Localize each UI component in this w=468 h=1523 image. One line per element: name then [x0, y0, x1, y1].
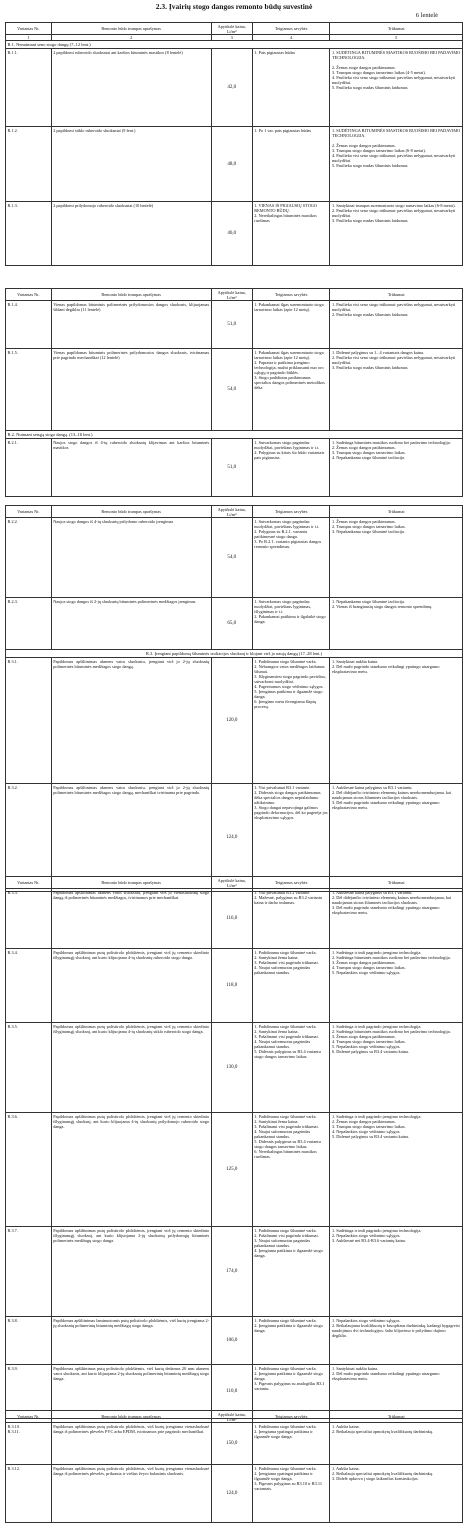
header-row: [6, 877, 463, 889]
advantages-cell: 1. Padidinama stogo šiluminė varža. 2. Įrengiama patikima ir ilgaamžė stogo danga.: [252, 1317, 330, 1365]
advantages-cell: 1. Visi privalumai R3.2 variante. 2. Mažesnė, palyginus su R3.2 variantu kaina ir darbo imlumas.: [252, 889, 330, 949]
table-row: [6, 889, 463, 949]
price-cell: 51,0: [211, 439, 252, 497]
variant-cell: R.1.3.: [6, 202, 52, 266]
header-dis: Trūkumai: [330, 877, 463, 889]
header-desc: Remonto būdo trumpas aprašymas: [51, 23, 211, 35]
header-desc: Remonto būdo trumpas aprašymas: [51, 1411, 211, 1423]
disadvantages-cell: 1. Santykinai trumpas suremontuoto stogo tarnavimo laikas (6-8 metai). 2. Pasilieka visi seno stogo trūkumai: paviršius nelygumai, nesutvarkyti nuolydžiai. 3. Pasilieka stogo mažas šiluminis laidumas.: [330, 202, 463, 266]
description-cell: Papildomas apšiltinimas putų polistirolo plokštėmis, įrengiant virš jų cemento skiedinio išlyginamąjį sluoksnį, ant kurio klijuojama 2-jų sluoksnių prilydomųjų bituminės polimerinės medžiagų stogo danga.: [51, 1227, 211, 1317]
header-desc: Remonto būdo trumpas aprašymas: [51, 877, 211, 889]
header-row: [6, 289, 463, 301]
price-cell: 54,0: [211, 518, 252, 598]
remont-table: [5, 1410, 463, 1523]
advantages-cell: 1. Pats pigiausias būdas: [252, 49, 330, 127]
price-cell: 46,0: [211, 202, 252, 266]
header-price: Apytikslė kaina, Lt/m²: [211, 1411, 252, 1423]
price-cell: 124,0: [211, 1465, 252, 1523]
advantages-cell: 1. Sutvarkomas stogo pagrindas: nuolydžiai, paviršiaus lyginimas ir t.t. 2. Palyginus su kitais šio būdo variantais pats pigiausias.: [252, 439, 330, 497]
advantages-cell: 1. Padidinama stogo šiluminė varža. 2. Įrengiama patikima ir ilgaamžė stogo danga. 3. Pigesnis palyginus su analogišku R3.1 variantu.: [252, 1365, 330, 1419]
header-price: Apytikslė kaina, Lt/m²: [211, 877, 252, 889]
variant-cell: R.2.1.: [6, 439, 52, 497]
variant-cell: R.3.1.: [6, 658, 52, 784]
table-row: [6, 1317, 463, 1365]
price-cell: 150,0: [211, 1423, 252, 1465]
header-row: [6, 23, 463, 35]
variant-cell: R.3.12.: [6, 1465, 52, 1523]
disadvantages-cell: 1. Pasilieka visi seno stogo trūkumai: paviršius nelygumai, nesutvarkyti nuolydžiai. 2. Pasilieka stogo mažas šiluminis laidumas.: [330, 301, 463, 349]
header-desc: Remonto būdo trumpas aprašymas: [51, 289, 211, 301]
variant-cell: R.3.5.: [6, 1023, 52, 1113]
disadvantages-cell: 1. Santykinai aukšta kaina. 2. Dėl mažo pagrindo standumo reikalingi ypatingo atsargumo eksploatavimo metu.: [330, 1365, 463, 1419]
description-cell: Papildomas apšiltinimas putų polistirolo plokštėmis, virš kurių įrengiama vienasluoksnė danga iš polimerinės plėvelės, prikrauta ir virštus žvyro balastinis sluoksnis.: [51, 1465, 211, 1523]
variant-cell: R.3.9.: [6, 1365, 52, 1419]
price-cell: 65,0: [211, 598, 252, 650]
header-price: Apytikslė kaina, Lt/m²: [211, 506, 252, 518]
variant-cell: R.2.2.: [6, 518, 52, 598]
variant-cell: R.3.7.: [6, 1227, 52, 1317]
table-row: [6, 301, 463, 349]
price-cell: 174,0: [211, 1227, 252, 1317]
header-adv: Teigiamos savybės: [252, 289, 330, 301]
variant-cell: R.1.2.: [6, 127, 52, 202]
header-row: [6, 1411, 463, 1423]
description-cell: Papildomas apšiltinimas putų polistirolo plokštėmis, įrengiant virš jų cemento skiedinio išlyginamąjį sluoksnį, ant kurio klijuojama 4-ių sluoksnių ruberoido stogo danga.: [51, 949, 211, 1023]
variant-cell: R.3.10. R.3.11.: [6, 1423, 52, 1465]
description-cell: Naujos stogo dangos iš 4-ių ruberoido sluoksnių klijavimas ant karštos bituminės mastikos: [51, 439, 211, 497]
header-dis: Trūkumai: [330, 23, 463, 35]
variant-cell: R.3.8.: [6, 1317, 52, 1365]
header-variant: Variantas Nr.: [6, 877, 52, 889]
table-row: [6, 349, 463, 431]
column-number: 1: [6, 35, 52, 41]
header-variant: Variantas Nr.: [6, 23, 52, 35]
variant-cell: R.1.1.: [6, 49, 52, 127]
advantages-cell: 1. Padidinama stogo šiluminė varža. 2. Pašalinami visi pagrindo trūkumai. 3. Naujai suformuotas pagrindas pakankamai standus. 4. Įrengiama patikima ir ilgaamžė stogo danga.: [252, 1227, 330, 1317]
column-number: 2: [51, 35, 211, 41]
price-cell: 118,0: [211, 949, 252, 1023]
description-cell: Papildomas apšiltinimas akmens vatos sluoksniu, įrengiant virš jo 2-jų sluoksnių polimerinės bituminės medžiagos stogo dangą.: [51, 658, 211, 784]
price-cell: 51,0: [211, 301, 252, 349]
disadvantages-cell: 1. Sudėtinga ir imli pagrindo įrengimo technologija. 2. Sudėtinga bituminės mastikos ruošimo bei padavimo technologija. 3. Žemas stogo dangos patikimumas. 4. Trumpas stogo dangos tarnavimo laikas. 5. Nepalankios stogo vėdinimo sąlygos. 6. Didesnė palyginus su R3.4 variantu kaina.: [330, 1023, 463, 1113]
disadvantages-cell: 1. Aukštesnė kaina palyginus su R3.1 variantu. 2. Dėl didėjančio tvirtinimo elementų kainos nerekomenduojama, kai naudojamas storas šiluminės izoliacijos sluoksnis. 3. Dėl mažo pagrindo standumo reikalingi ypatingo atsargumo eksploatavimo metu.: [330, 784, 463, 892]
advantages-cell: 1. Padidinama stogo šiluminė varža. 2. Įrengiama ypatingai patikima ir ilgaamžė stogo danga. 3. Pigesnis palyginus su R3.10 ir R3.11 variantais.: [252, 1465, 330, 1523]
description-cell: Papildomas apšiltinimas putų polistirolo plokštėmis, įrengiant virš jų cemento skiedinio išlyginamąjį sluoksnį, ant kurio klijuojama 4-ių sluoksnių prilydomojo ruberoido stogo danga.: [51, 1113, 211, 1227]
description-cell: Vienas papildomas bituminis polimerinės prilydomosios dangos sluoksnis, klijuojamas šildant degikliu (11 lentelė): [51, 301, 211, 349]
description-cell: Papildomas apšiltinimas akmens vatos sluoksniu, įrengiant virš jo vienasluoksnę stogo dangą iš polimerinės bituminės medžiagos, tvirtinamos prie mechaniškai.: [51, 889, 211, 949]
variant-cell: R.3.4.: [6, 949, 52, 1023]
section-row: [6, 431, 463, 439]
description-cell: Papildomas apšiltinimas putų polistirolo plokštėmis, įrengiant virš jų cemento skiedinio išlyginamąjį sluoksnį, ant kurio klijuojama 4-ių sluoksnių stiklo ruberoido stogo danga.: [51, 1023, 211, 1113]
section-heading: R.2. Nuimant senąją stogo dangą. (13–16 lent.): [6, 431, 463, 439]
header-adv: Teigiamos savybės: [252, 23, 330, 35]
advantages-cell: 1. Padidinama stogo šiluminė varža. 2. Santykinai žema kaina. 3. Pašalinami visi pagrindo trūkumai. 4. Naujai suformuotas pagrindas pakankamai standus. 5. Didesnis palyginus su R3.4 variantu stogo dangos tarnavimo laikas. 6. Nereikalingas bituminės mastikos ruošimas.: [252, 1113, 330, 1227]
header-price: Apytikslė kaina, Lt/m²: [211, 23, 252, 35]
table-row: [6, 1227, 463, 1317]
header-dis: Trūkumai: [330, 289, 463, 301]
description-cell: Vienas papildomas bituminis polimerinės prilydomosios dangos sluoksnis, tvirtinamas prie pagrindo mechaniškai (12 lentelė): [51, 349, 211, 431]
disadvantages-cell: 1. SUDĖTINGA BITUMINĖS MASTIKOS RUOŠIMO BEI PADAVIMO TECHNOLOGIJA. 2. Žemas stogo dangos patikimumas. 3. Trumpas stogo dangos tarnavimo laikas (4-5 metai). 4. Pasilieka visi seno stogo trūkumai: paviršius nelygumai, nesutvarkyti nuolydžiai. 5. Pasilieka stogo mažas šiluminis laidumas.: [330, 49, 463, 127]
table-row: [6, 1423, 463, 1465]
table-row: [6, 1465, 463, 1523]
advantages-cell: 1. Padidinama stogo šiluminė varža. 2. Nebrangios vatos medžiagos laidumas šilumai. 3. Išlyginamiesi stogo pagrindo paviršius, sutvarkomi nuolydžiai. 4. Pagerinamos stogo vėdinimo sąlygos. 5. Įrengimas patikima ir ilgaamžė stogo danga. 6. Įrengimo metu išvengiama šlapių procesų.: [252, 658, 330, 784]
header-adv: Teigiamos savybės: [252, 877, 330, 889]
section-heading: R.3. Įrengiant papildomą šiluminės izoliacijos sluoksnį ir klojant virš jo naują dangą (17–28 lent.): [6, 650, 463, 658]
header-adv: Teigiamos savybės: [252, 1411, 330, 1423]
advantages-cell: 1. VIENAS IŠ PIGIAUSIŲ STOGO REMONTO BŪDŲ. 2. Nereikalingas bituminės mastikos ruošimas: [252, 202, 330, 266]
price-cell: 42,0: [211, 49, 252, 127]
section-row: [6, 650, 463, 658]
disadvantages-cell: 1. Sudėtinga ir imli pagrindo įrengimo technologija. 2. Žemas stogo dangos patikimumas. 3. Trumpas stogo dangos tarnavimo laikas. 4. Nepalankios stogo vėdinimo sąlygos. 5. Didesnė palyginus su R3.4 variantu kaina.: [330, 1113, 463, 1227]
price-cell: 125,0: [211, 1113, 252, 1227]
variant-cell: R.3.2.: [6, 784, 52, 892]
advantages-cell: 1. Sutvarkomas stogo pagrindas: nuolydžiai, paviršiaus lyginimas, išlyginimas ir t.t. 2. Pakankamai patikima ir ilgalaikė stogo danga.: [252, 598, 330, 650]
remont-table: [5, 22, 463, 266]
table-row: [6, 598, 463, 650]
disadvantages-cell: 1. Sudėtinga ir imli pagrindo įrengimo technologija. 2. Sudėtinga bituminės mastikos ruošimo bei padavimo technologija. 3. Žemas stogo dangos patikimumas. 4. Trumpas stogo dangos tarnavimo laikas. 5. Nepalankios stogo vėdinimo sąlygos.: [330, 949, 463, 1023]
header-variant: Variantas Nr.: [6, 1411, 52, 1423]
table-row: [6, 518, 463, 598]
description-cell: 2 papildomi ruberoido sluoksniai ant karštos bituminės mastikos (8 lentelė): [51, 49, 211, 127]
table-row: [6, 1113, 463, 1227]
description-cell: Naujos stogo dangos iš 2-jų sluoksnių bituminės polimerinės medžiagos įrengimas.: [51, 598, 211, 650]
description-cell: 2 papildomi prilydomojo ruberoido sluoksniai (10 lentelė): [51, 202, 211, 266]
header-dis: Trūkumai: [330, 506, 463, 518]
table-row: [6, 658, 463, 784]
variant-cell: R.1.4.: [6, 301, 52, 349]
price-cell: 110,0: [211, 1365, 252, 1419]
header-price: Apytikslė kaina, Lt/m²: [211, 289, 252, 301]
description-cell: Naujos stogo dangos iš 4-ių sluoksnių prilydomo ruberoido įrengimas: [51, 518, 211, 598]
disadvantages-cell: 1. Didesnė palyginus su 1...4 variantais dangos kaina. 2. Pasilieka visi seno stogo trūkumai: paviršius nelygumai, nesutvarkyti nuolydžiai. 3. Pasilieka stogo mažas šiluminis laidumas.: [330, 349, 463, 431]
variant-cell: R.1.5.: [6, 349, 52, 431]
price-cell: 120,0: [211, 658, 252, 784]
column-number: 4: [252, 35, 330, 41]
disadvantages-cell: 1. Aukšta kaina. 2. Reikalauja specialiai apmokytų kvalifikuotų darbininkų.: [330, 1423, 463, 1465]
advantages-cell: 1. Padidinama stogo šiluminė varža. 2. Įrengiama ypatingai patikima ir ilgaamžė stogo danga.: [252, 1423, 330, 1465]
advantages-cell: 1. Padidinama stogo šiluminė varža. 2. Santykinai žema kaina. 3. Pašalinami visi pagrindo trūkumai. 4. Naujai suformuotas pagrindas pakankamai standus. 5. Didesnis palyginus su R3.4 variantu stogo dangos tarnavimo laikas.: [252, 1023, 330, 1113]
disadvantages-cell: 1. Sudėtinga ir imli pagrindo įrengimo technologija. 2. Nepalankios stogo vėdinimo sąlygos. 3. Aukštesnė nei R3.4-R3.6 variantų kaina.: [330, 1227, 463, 1317]
remont-table: [5, 876, 463, 1419]
price-cell: 54,0: [211, 349, 252, 431]
price-cell: 116,0: [211, 889, 252, 949]
variant-cell: R.3.3.: [6, 889, 52, 949]
section-row: [6, 41, 463, 49]
header-desc: Remonto būdo trumpas aprašymas: [51, 506, 211, 518]
description-cell: Papildomas apšiltinimas laminuotomis putų polistirolo plokštėmis, virš kurių įrengiama 2-jų sluoksnių polimerinių bituminių medžiagų stogo danga.: [51, 1317, 211, 1365]
disadvantages-cell: 1. Sudėtinga bituminės mastikos ruošimo bei padavimo technologija. 2. Žemas stogo dangos patikimumas. 3. Trumpas stogo dangos tarnavimo laikas. 4. Nepakankama stogo šiluminė izoliacija.: [330, 439, 463, 497]
disadvantages-cell: 1. SUDĖTINGA BITUMINĖS MASTIKOS RUOŠIMO BEI PADAVIMO TECHNOLOGIJA. 2. Žemas stogo dangos patikimumas. 3. Trumpas stogo dangos tarnavimo laikas (6-8 metai). 4. Pasilieka visi seno stogo trūkumai: paviršius nelygumai, nesutvarkyti nuolydžiai. 5. Pasilieka stogo mažas šiluminis laidumas.: [330, 127, 463, 202]
price-cell: 130,0: [211, 1023, 252, 1113]
advantages-cell: 1. Pakankamai ilgas suremontuoto stogo tarnavimo laikas (apie 12 metų). 2. Paprasta ir patikima įrengimo technologija, mažai priklausanti nuo oro sąlygų ir pagrindo būklės. 3. Stogo padidintas patikimumas specialios dangos polimerinės metodikos dėka: [252, 349, 330, 431]
remont-table: [5, 288, 463, 497]
table-row: [6, 439, 463, 497]
disadvantages-cell: 1. Žemas stogo dangos patikimumas. 2. Trumpas stogo dangos tarnavimo laikas. 3. Nepakankama stogo šiluminė izoliacija.: [330, 518, 463, 598]
header-variant: Variantas Nr.: [6, 506, 52, 518]
header-adv: Teigiamos savybės: [252, 506, 330, 518]
advantages-cell: 1. Pakankamai ilgas suremontuoto stogo tarnavimo laikas (apie 12 metų).: [252, 301, 330, 349]
price-cell: 48,0: [211, 127, 252, 202]
advantages-cell: 1. Po 1 var. pats pigiausias būdas: [252, 127, 330, 202]
description-cell: Papildomas apšiltinimas putų polistirolo plokštėmis, virš kurių įrengiama vienasluoksnė danga iš polimerinės plėvelės PVC arba EPDM, tvirtinamos prie pagrindo mechaniškai.: [51, 1423, 211, 1465]
column-number: 3: [211, 35, 252, 41]
column-number: 5: [330, 35, 463, 41]
remont-table: [5, 505, 463, 892]
disadvantages-cell: 1. Nepakankama stogo šiluminė izoliacija. 2. Vienas iš brangiausių stogo dangos remonto sprendimų.: [330, 598, 463, 650]
table-row: [6, 49, 463, 127]
header-dis: Trūkumai: [330, 1411, 463, 1423]
section-heading: R.1. Nenuimant seno stogo dangų (7–12 lent.): [6, 41, 463, 49]
price-cell: 124,0: [211, 784, 252, 892]
advantages-cell: 1. Visi privalumai R3.1 variante. 2. Didesnis stogo dangos patikimumas dėka specialios dangos nepralaidumo užtikrinimo. 3. Stogo dangai nepavojinga galimos pagrindo deformacijos, dėl ko pagerėja jos eksploatavimo sąlygos.: [252, 784, 330, 892]
variant-cell: R.2.3.: [6, 598, 52, 650]
variant-cell: R.3.6.: [6, 1113, 52, 1227]
price-cell: 106,0: [211, 1317, 252, 1365]
disadvantages-cell: 1. Santykinai aukšta kaina. 2. Dėl mažo pagrindo standumo reikalingi ypatingo atsargumo eksploatavimo metu.: [330, 658, 463, 784]
description-cell: 2 papildomi stiklo ruberoido sluoksniai (9 lent.): [51, 127, 211, 202]
header-row: [6, 506, 463, 518]
description-cell: Papildomas apšiltinimas akmens vatos sluoksniu, įrengiant virš jo 2-jų sluoksnių polimerinės bituminės medžiagos stogo dangą, mechaniškai tvirtinama prie pagrindo.: [51, 784, 211, 892]
table-row: [6, 1023, 463, 1113]
advantages-cell: 1. Padidinama stogo šiluminė varža. 2. Santykinai žema kaina. 3. Pašalinami visi pagrindo trūkumai. 4. Naujai suformuotas pagrindas pakankamai standus.: [252, 949, 330, 1023]
table-row: [6, 949, 463, 1023]
disadvantages-cell: 1. Aukšta kaina. 2. Reikalauja specialiai apmokytų kvalifikuotų darbininkų. 3. Didelė apkrova į stogo laikančias konstrukcijas.: [330, 1465, 463, 1523]
page-title: 2.3. Įvairių stogo dangos remonto būdų suvestinė: [155, 2, 313, 11]
table-label: 6 lentelė: [415, 12, 438, 19]
description-cell: Papildomas apšiltinimas putų polistirolo plokštėmis, virš kurių dedamas 20 mm akmens vatos sluoksnis, ant kurio klijuojama 2-jų sluoksnių polimerinių bituminių medžiagų stogo danga.: [51, 1365, 211, 1419]
disadvantages-cell: 1. Nepalankios stogo vėdinimo sąlygos. 2. Reikalaujama kvalifikuotų ir kruopštaus darbininkų, kadangi hygagreisi naudojimos dvi technologijos: šalto klijavimo ir prilydimo dujinio degiklio.: [330, 1317, 463, 1365]
header-variant: Variantas Nr.: [6, 289, 52, 301]
advantages-cell: 1. Sutvarkomas stogo pagrindas: nuolydžiai, paviršiaus lyginimas ir t.t. 2. Palyginus su R.2.1. variantu patikimesnė stogo danga. 3. Po R.2.1. varianto pigiausias dangos remonto sprendimas.: [252, 518, 330, 598]
disadvantages-cell: 1. Aukštesnė kaina palyginus su R3.1 variantu. 2. Dėl didėjančio tvirtinimo elementų kainos nerekomenduojama, kai naudojamas storas šiluminės izoliacijos sluoksnis. 3. Dėl mažo pagrindo standumo reikalingi ypatingo atsargumo eksploatavimo metu.: [330, 889, 463, 949]
table-row: [6, 202, 463, 266]
table-row: [6, 127, 463, 202]
